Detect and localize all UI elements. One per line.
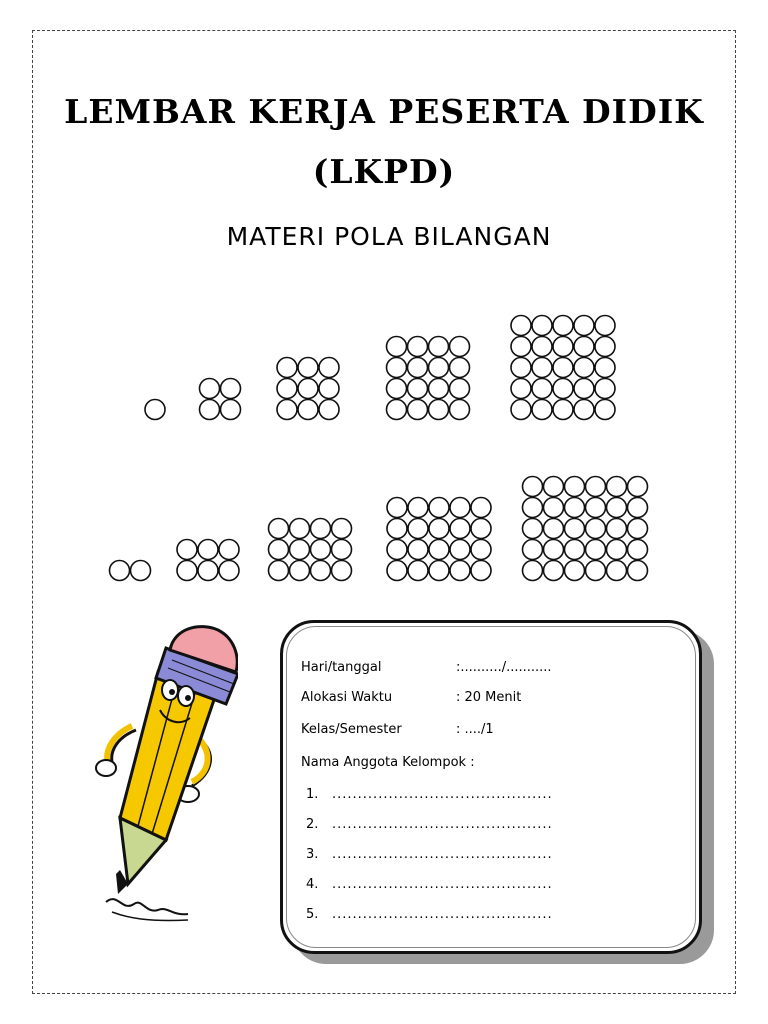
pattern-circle xyxy=(574,316,594,336)
member-name-blank[interactable]: ........................................... xyxy=(332,787,553,802)
pattern-circle xyxy=(298,400,318,420)
pattern-circle xyxy=(319,379,339,399)
pattern-circle xyxy=(511,337,531,357)
rectangular-number-figure xyxy=(387,498,491,581)
pattern-circle xyxy=(429,498,449,518)
pattern-circle xyxy=(131,561,151,581)
pattern-circle xyxy=(221,400,241,420)
pattern-circle xyxy=(523,477,543,497)
member-number: 2. xyxy=(306,817,319,832)
pattern-circle xyxy=(532,358,552,378)
square-number-figure xyxy=(145,400,165,420)
pattern-circle xyxy=(311,519,331,539)
pattern-circle xyxy=(450,400,470,420)
pattern-circle xyxy=(553,316,573,336)
pattern-circle xyxy=(408,400,428,420)
pattern-circle xyxy=(595,400,615,420)
square-number-figure xyxy=(277,358,339,420)
pattern-circle xyxy=(332,519,352,539)
document-title-abbreviation: (LKPD) xyxy=(312,152,456,191)
pattern-circle xyxy=(429,561,449,581)
pattern-circle xyxy=(387,358,407,378)
pattern-circle xyxy=(198,540,218,560)
pattern-circle xyxy=(221,379,241,399)
pattern-circle xyxy=(553,358,573,378)
pattern-circle xyxy=(607,498,627,518)
pattern-circle xyxy=(198,561,218,581)
pattern-circle xyxy=(145,400,165,420)
field-label-time-allocation: Alokasi Waktu xyxy=(301,690,393,705)
pattern-circle xyxy=(429,540,449,560)
pattern-circle xyxy=(110,561,130,581)
pattern-circle xyxy=(574,379,594,399)
document-title: LEMBAR KERJA PESERTA DIDIK xyxy=(64,92,704,131)
pattern-circle xyxy=(607,561,627,581)
pattern-circle xyxy=(311,540,331,560)
pattern-circle xyxy=(565,561,585,581)
pattern-circle xyxy=(628,519,648,539)
pattern-circle xyxy=(319,358,339,378)
pattern-circle xyxy=(565,498,585,518)
rectangular-number-figure xyxy=(177,540,239,581)
pattern-circle xyxy=(586,519,606,539)
pattern-circle xyxy=(523,498,543,518)
pattern-circle xyxy=(200,400,220,420)
group-members-label: Nama Anggota Kelompok : xyxy=(301,755,475,770)
pattern-circle xyxy=(628,498,648,518)
pattern-circle xyxy=(471,561,491,581)
pattern-circle xyxy=(319,400,339,420)
pattern-circle xyxy=(532,379,552,399)
pattern-circle xyxy=(586,540,606,560)
pattern-circle xyxy=(607,477,627,497)
pattern-circle xyxy=(586,561,606,581)
pattern-circle xyxy=(269,519,289,539)
pattern-circle xyxy=(277,400,297,420)
pattern-circle xyxy=(511,358,531,378)
pattern-circle xyxy=(290,519,310,539)
square-number-figure xyxy=(511,316,615,420)
pattern-circle xyxy=(511,316,531,336)
pattern-circle xyxy=(277,358,297,378)
pattern-circle xyxy=(450,337,470,357)
field-value-date[interactable]: :........../........... xyxy=(456,660,552,675)
pattern-circle xyxy=(595,358,615,378)
pattern-circle xyxy=(628,540,648,560)
member-number: 4. xyxy=(306,877,319,892)
field-label-class-semester: Kelas/Semester xyxy=(301,722,402,737)
pattern-circle xyxy=(387,379,407,399)
pattern-circle xyxy=(408,540,428,560)
pattern-circle xyxy=(177,561,197,581)
pattern-circle xyxy=(200,379,220,399)
pattern-circle xyxy=(544,519,564,539)
pattern-circle xyxy=(387,519,407,539)
member-number: 5. xyxy=(306,907,319,922)
square-number-figure xyxy=(200,379,241,420)
pattern-circle xyxy=(595,316,615,336)
pattern-circle xyxy=(219,561,239,581)
pattern-circle xyxy=(298,358,318,378)
member-name-blank[interactable]: ........................................... xyxy=(332,847,553,862)
pattern-circle xyxy=(574,337,594,357)
pattern-circle xyxy=(532,337,552,357)
pattern-circle xyxy=(565,519,585,539)
pattern-circle xyxy=(628,561,648,581)
pattern-circle xyxy=(332,540,352,560)
pattern-circle xyxy=(544,477,564,497)
pattern-circle xyxy=(523,540,543,560)
pattern-circle xyxy=(511,400,531,420)
pattern-circle xyxy=(387,337,407,357)
pattern-circle xyxy=(628,477,648,497)
pattern-circle xyxy=(429,358,449,378)
pattern-circle xyxy=(450,379,470,399)
pattern-circle xyxy=(544,540,564,560)
pattern-circle xyxy=(269,561,289,581)
pattern-circle xyxy=(408,561,428,581)
pattern-circle xyxy=(429,400,449,420)
pattern-circle xyxy=(574,358,594,378)
pattern-circle xyxy=(544,498,564,518)
member-number: 3. xyxy=(306,847,319,862)
pattern-circle xyxy=(408,358,428,378)
pattern-circle xyxy=(429,337,449,357)
pattern-circle xyxy=(387,498,407,518)
member-name-blank[interactable]: ........................................... xyxy=(332,817,553,832)
pattern-circle xyxy=(532,316,552,336)
cartoon-pencil-icon xyxy=(88,622,238,932)
pattern-circle xyxy=(523,561,543,581)
pattern-circle xyxy=(471,519,491,539)
pattern-circle xyxy=(429,379,449,399)
pattern-circle xyxy=(408,519,428,539)
pattern-circle xyxy=(298,379,318,399)
pattern-circle xyxy=(387,561,407,581)
pattern-circle xyxy=(565,477,585,497)
document-subtitle: MATERI POLA BILANGAN xyxy=(226,222,552,251)
member-number: 1. xyxy=(306,787,319,802)
pattern-circle xyxy=(511,379,531,399)
pattern-circle xyxy=(471,540,491,560)
pattern-circle xyxy=(290,561,310,581)
pattern-circle xyxy=(565,540,585,560)
pattern-circle xyxy=(277,379,297,399)
pattern-circle xyxy=(595,337,615,357)
pattern-circle xyxy=(532,400,552,420)
pattern-circle xyxy=(269,540,289,560)
pattern-circle xyxy=(523,519,543,539)
pattern-circle xyxy=(553,379,573,399)
pattern-circle xyxy=(311,561,331,581)
pattern-circle xyxy=(450,540,470,560)
pattern-circle xyxy=(387,400,407,420)
pattern-circle xyxy=(574,400,594,420)
pattern-circle xyxy=(387,540,407,560)
pattern-circle xyxy=(290,540,310,560)
square-number-figure xyxy=(387,337,470,420)
pattern-circle xyxy=(471,498,491,518)
rectangular-number-figure xyxy=(110,561,151,581)
pattern-circle xyxy=(429,519,449,539)
pattern-circle xyxy=(544,561,564,581)
pattern-circle xyxy=(219,540,239,560)
field-label-date: Hari/tanggal xyxy=(301,660,382,675)
pattern-circle xyxy=(586,477,606,497)
pattern-circle xyxy=(607,540,627,560)
pattern-circle xyxy=(408,379,428,399)
pattern-circle xyxy=(607,519,627,539)
pattern-circle xyxy=(332,561,352,581)
pattern-circle xyxy=(553,400,573,420)
rectangular-number-figure xyxy=(269,519,352,581)
rectangular-number-figure xyxy=(523,477,648,581)
pattern-circle xyxy=(595,379,615,399)
pattern-circle xyxy=(408,337,428,357)
pattern-circle xyxy=(450,358,470,378)
pattern-circle xyxy=(450,561,470,581)
pattern-circle xyxy=(586,498,606,518)
field-value-class-semester[interactable]: : ..../1 xyxy=(456,722,494,737)
pattern-circle xyxy=(408,498,428,518)
pattern-circle xyxy=(450,519,470,539)
pattern-circle xyxy=(177,540,197,560)
field-value-time-allocation: : 20 Menit xyxy=(456,690,522,705)
pattern-circle xyxy=(450,498,470,518)
member-name-blank[interactable]: ........................................... xyxy=(332,877,553,892)
pattern-circle xyxy=(553,337,573,357)
member-name-blank[interactable]: ........................................... xyxy=(332,907,553,922)
